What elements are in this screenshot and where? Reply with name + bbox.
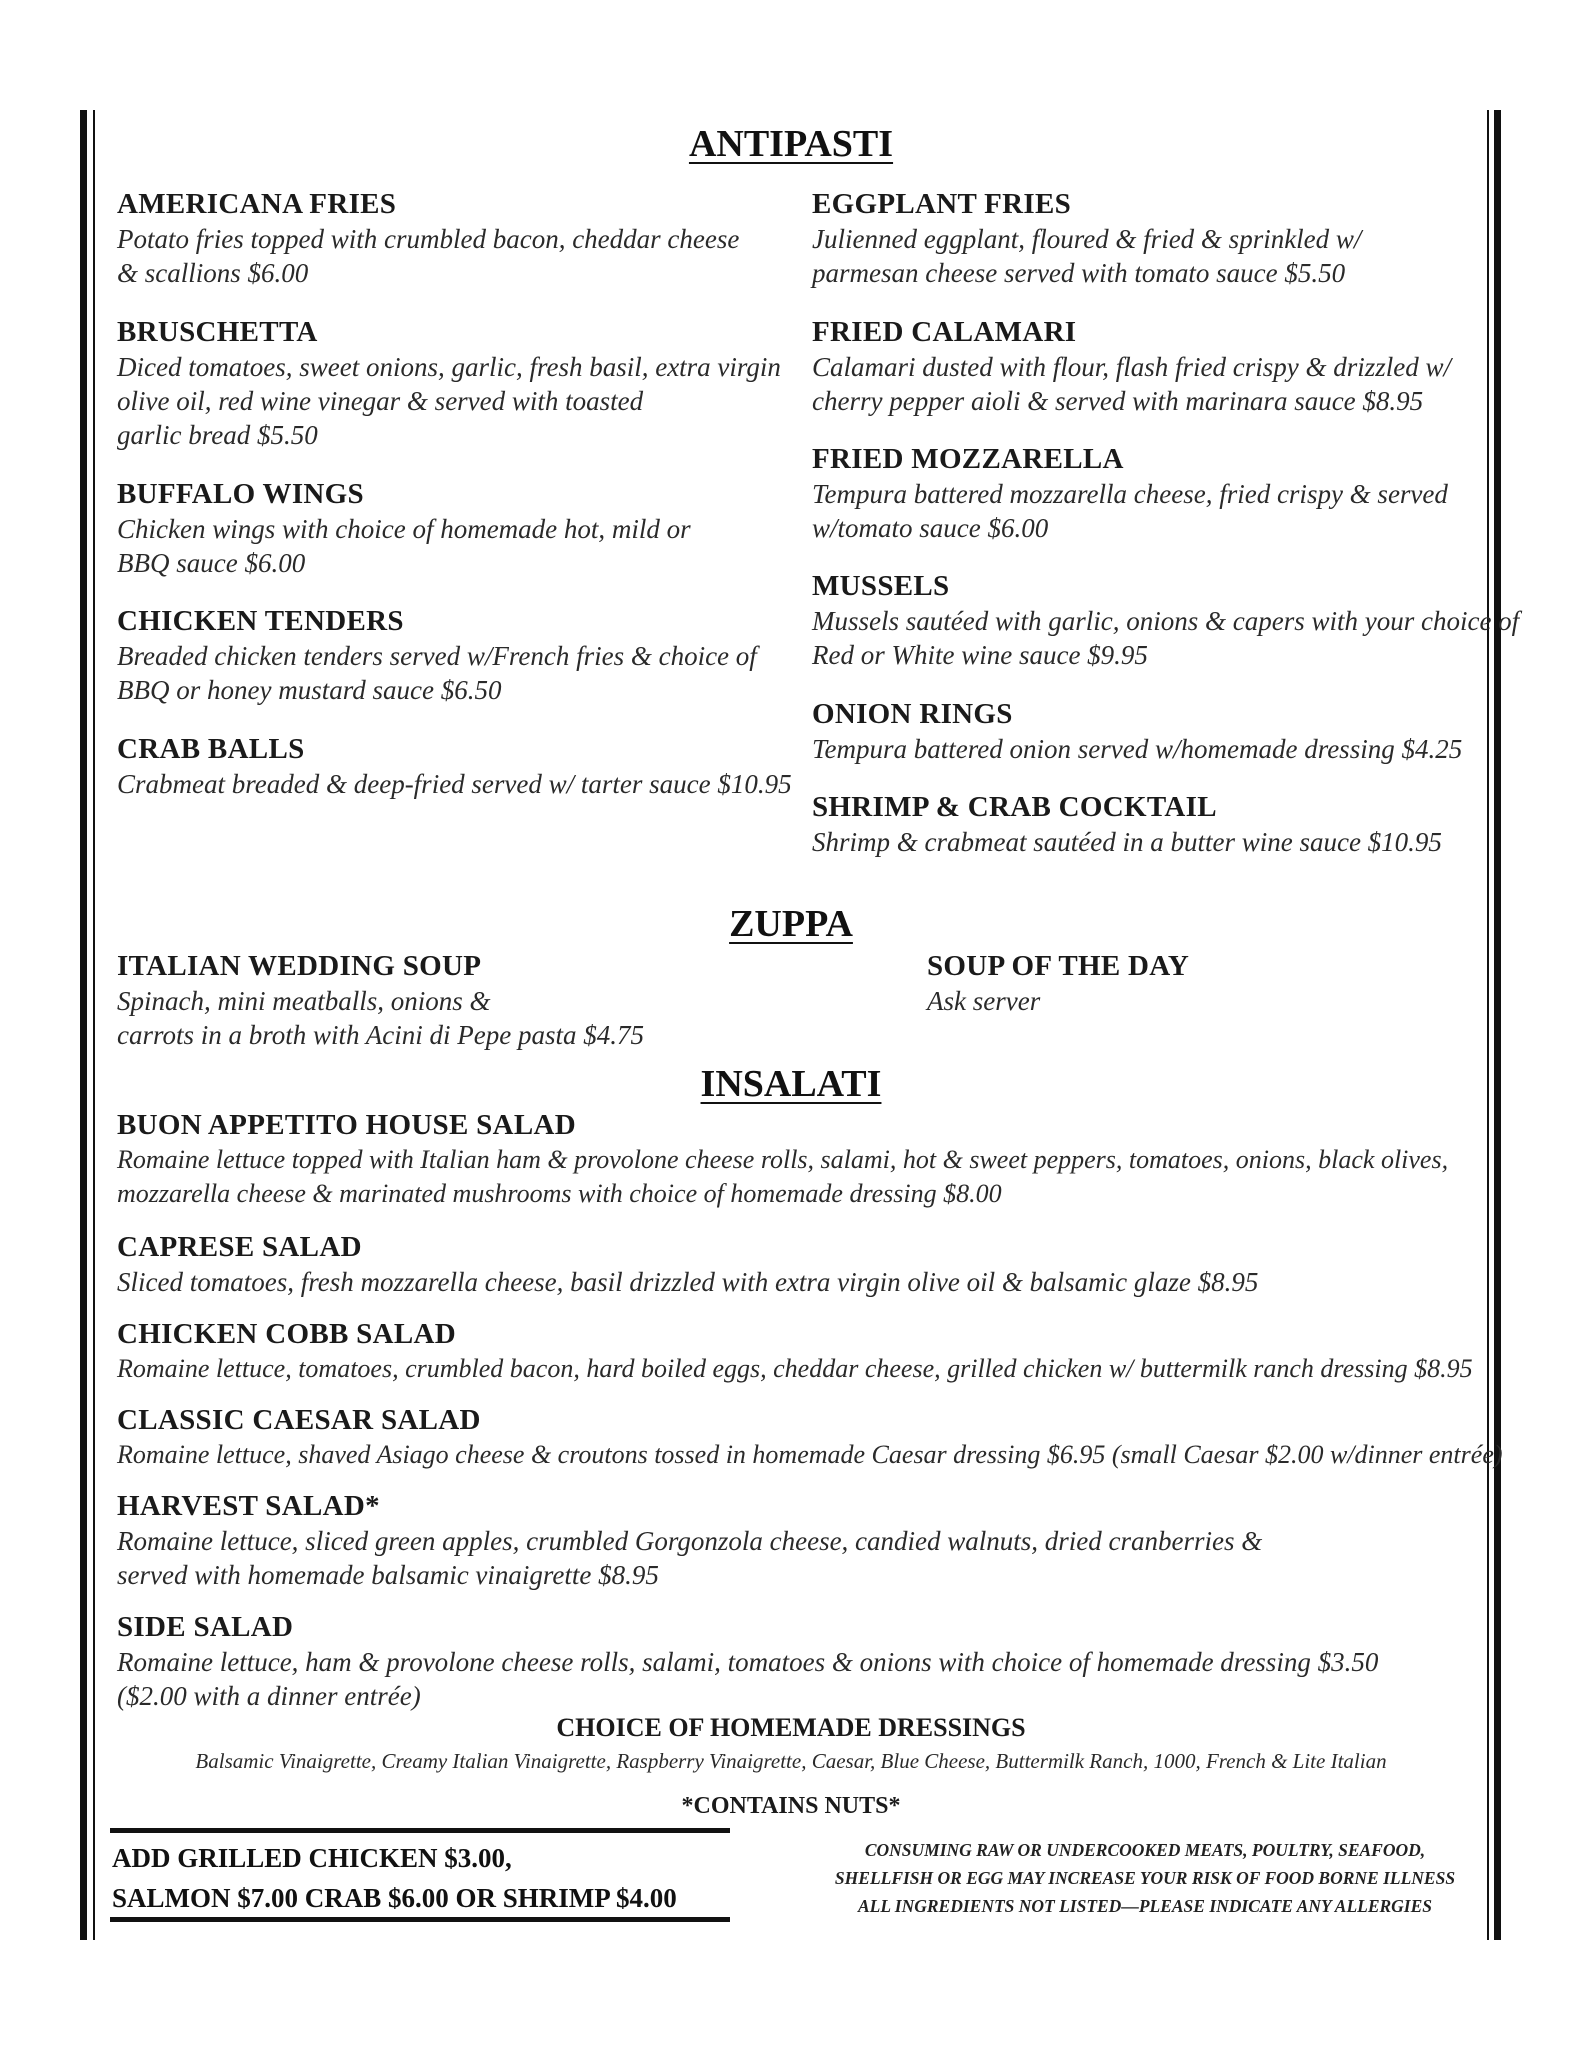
antipasti-item-americana-fries: [117, 186, 739, 290]
item-description: Shrimp & crabmeat sautéed in a butter wine sauce $10.95: [812, 827, 1442, 857]
warning-line-3: ALL INGREDIENTS NOT LISTED—PLEASE INDICATE ANY ALLERGIES: [857, 1896, 1433, 1916]
item-name: ONION RINGS: [812, 698, 1013, 730]
item-description: Romaine lettuce, sliced green apples, crumbled Gorgonzola cheese, candied walnuts, dried cranberries & served with homemade balsamic vinaigrette $8.95: [117, 1526, 1263, 1590]
left-border-thin: [93, 110, 95, 1940]
addon-top-rule: [110, 1828, 730, 1833]
item-description: Crabmeat breaded & deep-fried served w/ tarter sauce $10.95: [117, 769, 792, 799]
antipasti-item-buffalo-wings: [117, 476, 691, 580]
insalati-title: INSALATI: [700, 1063, 882, 1105]
item-name: CAPRESE SALAD: [117, 1231, 362, 1263]
dressings-list: Balsamic Vinaigrette, Creamy Italian Vinaigrette, Raspberry Vinaigrette, Caesar, Blue Cheese, Buttermilk Ranch, 1000, French & Lite Italian: [195, 1749, 1387, 1773]
antipasti-item-shrimp-crab-cocktail: [812, 789, 1442, 859]
item-name: CRAB BALLS: [117, 733, 305, 765]
item-name: SIDE SALAD: [117, 1611, 294, 1643]
item-name: HARVEST SALAD*: [117, 1490, 380, 1522]
item-name: CHICKEN COBB SALAD: [117, 1318, 456, 1350]
antipasti-title: ANTIPASTI: [688, 123, 894, 165]
insalati-item-harvest-salad: [117, 1488, 1262, 1592]
insalati-item-classic-caesar-salad: [117, 1402, 1503, 1472]
insalati-item-side-salad: [117, 1609, 1378, 1713]
item-name: FRIED MOZZARELLA: [812, 443, 1124, 475]
food-safety-warning: [790, 1836, 1500, 1920]
item-name: FRIED CALAMARI: [812, 316, 1077, 348]
dressings-title: CHOICE OF HOMEMADE DRESSINGS: [556, 1713, 1026, 1742]
insalati-item-chicken-cobb-salad: [117, 1316, 1473, 1386]
item-description: Julienned eggplant, floured & fried & sprinkled w/ parmesan cheese served with tomato sauce $5.50: [812, 224, 1362, 288]
item-name: ITALIAN WEDDING SOUP: [117, 950, 482, 982]
left-border-thick: [80, 110, 87, 1940]
antipasti-item-onion-rings: [812, 696, 1462, 766]
antipasti-item-fried-mozzarella: [812, 441, 1448, 545]
warning-line-1: CONSUMING RAW OR UNDERCOOKED MEATS, POULTRY, SEAFOOD,: [864, 1840, 1426, 1860]
item-name: AMERICANA FRIES: [117, 188, 397, 220]
item-name: EGGPLANT FRIES: [812, 188, 1072, 220]
item-name: BUFFALO WINGS: [117, 478, 364, 510]
item-name: CHICKEN TENDERS: [117, 605, 404, 637]
right-border-thick: [1494, 110, 1501, 1940]
item-description: Ask server: [927, 986, 1041, 1016]
addon-line-1: ADD GRILLED CHICKEN $3.00,: [112, 1843, 512, 1873]
item-description: Spinach, mini meatballs, onions & carrots in a broth with Acini di Pepe pasta $4.75: [117, 986, 644, 1050]
item-description: Calamari dusted with flour, flash fried crispy & drizzled w/ cherry pepper aioli & served with marinara sauce $8.95: [812, 352, 1452, 416]
item-name: BRUSCHETTA: [117, 316, 318, 348]
item-description: Romaine lettuce, ham & provolone cheese rolls, salami, tomatoes & onions with choice of homemade dressing $3.50 ($2.00 with a dinner entrée): [117, 1647, 1379, 1711]
addon-text: [112, 1838, 677, 1918]
item-description: Sliced tomatoes, fresh mozzarella cheese, basil drizzled with extra virgin olive oil & balsamic glaze $8.95: [117, 1267, 1259, 1297]
contains-nuts-note: *CONTAINS NUTS*: [681, 1793, 901, 1819]
item-description: Potato fries topped with crumbled bacon, cheddar cheese & scallions $6.00: [117, 224, 740, 288]
item-description: Romaine lettuce, shaved Asiago cheese & croutons tossed in homemade Caesar dressing $6.95 (small Caesar $2.00 w/dinner entrée): [117, 1440, 1503, 1469]
item-description: Tempura battered mozzarella cheese, fried crispy & served w/tomato sauce $6.00: [812, 479, 1448, 543]
item-description: Tempura battered onion served w/homemade dressing $4.25: [812, 734, 1463, 764]
item-name: SHRIMP & CRAB COCKTAIL: [812, 791, 1217, 823]
insalati-item-caprese-salad: [117, 1229, 1258, 1299]
item-name: SOUP OF THE DAY: [927, 950, 1190, 982]
antipasti-item-mussels: [812, 568, 1519, 672]
antipasti-item-eggplant-fries: [812, 186, 1361, 290]
zuppa-title: ZUPPA: [729, 903, 853, 945]
antipasti-item-crab-balls: [117, 731, 792, 801]
item-name: CLASSIC CAESAR SALAD: [117, 1404, 481, 1436]
addon-bottom-rule: [110, 1917, 730, 1922]
item-description: Chicken wings with choice of homemade hot, mild or BBQ sauce $6.00: [117, 514, 691, 578]
item-name: BUON APPETITO HOUSE SALAD: [117, 1109, 576, 1141]
warning-line-2: SHELLFISH OR EGG MAY INCREASE YOUR RISK OF FOOD BORNE ILLNESS: [834, 1868, 1456, 1888]
item-description: Romaine lettuce topped with Italian ham & provolone cheese rolls, salami, hot & sweet peppers, tomatoes, onions, black olives, mozzarella cheese & marinated mushrooms with choice of homemade dressing $8.00: [117, 1145, 1449, 1208]
item-description: Mussels sautéed with garlic, onions & capers with your choice of Red or White wine sauce $9.95: [812, 606, 1520, 670]
item-description: Diced tomatoes, sweet onions, garlic, fresh basil, extra virgin olive oil, red wine vinegar & served with toasted garlic bread $5.50: [117, 352, 781, 450]
insalati-item-house-salad: [117, 1107, 1448, 1211]
antipasti-item-bruschetta: [117, 314, 781, 452]
zuppa-item-italian-wedding-soup: [117, 948, 644, 1052]
item-name: MUSSELS: [812, 570, 950, 602]
zuppa-item-soup-of-the-day: [927, 948, 1189, 1018]
item-description: Breaded chicken tenders served w/French fries & choice of BBQ or honey mustard sauce $6.50: [117, 641, 757, 705]
antipasti-item-fried-calamari: [812, 314, 1451, 418]
right-border-thin: [1487, 110, 1489, 1940]
item-description: Romaine lettuce, tomatoes, crumbled bacon, hard boiled eggs, cheddar cheese, grilled chicken w/ buttermilk ranch dressing $8.95: [117, 1354, 1473, 1383]
antipasti-item-chicken-tenders: [117, 603, 757, 707]
addon-line-2: SALMON $7.00 CRAB $6.00 OR SHRIMP $4.00: [112, 1883, 677, 1913]
